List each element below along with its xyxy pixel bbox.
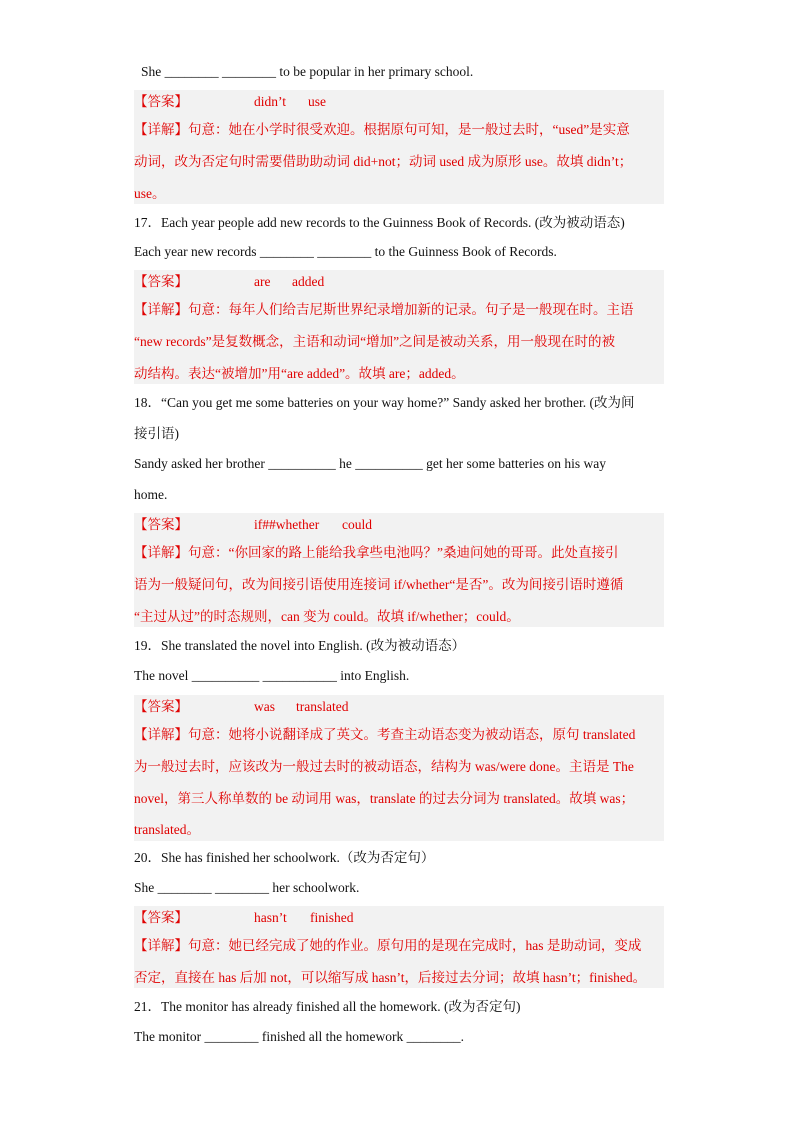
answer-label: 【答案】 (134, 517, 188, 532)
detail-line: translated。 (134, 822, 200, 837)
detail-line: 【详解】句意：她在小学时很受欢迎。根据原句可知，是一般过去时，“used”是实意 (134, 122, 630, 137)
answer-box (134, 906, 664, 988)
answer-sentence: She ________ ________ her schoolwork. (134, 880, 360, 895)
answer-box (134, 695, 664, 841)
detail-line: 【详解】句意：她将小说翻译成了英文。考查主动语态变为被动语态，原句 translated (134, 727, 636, 742)
question-line: 19．She translated the novel into English. (改为被动语态） (134, 638, 466, 653)
answer-value: finished (310, 910, 354, 925)
answer-box (134, 90, 664, 204)
question-line: 20．She has finished her schoolwork.（改为否定句） (134, 850, 435, 865)
detail-line: 语为一般疑问句，改为间接引语使用连接词 if/whether“是否”。改为间接引语时遵循 (134, 577, 624, 592)
detail-line: 【详解】句意：“你回家的路上能给我拿些电池吗？”桑迪问她的哥哥。此处直接引 (134, 545, 619, 560)
answer-sentence: Sandy asked her brother __________ he __________ get her some batteries on his way (134, 456, 607, 471)
question-line: 18．“Can you get me some batteries on your way home?” Sandy asked her brother. (改为间 (134, 395, 635, 410)
answer-value: use (308, 94, 326, 109)
answer-sentence: home. (134, 487, 168, 502)
question-line: 17．Each year people add new records to the Guinness Book of Records. (改为被动语态) (134, 215, 625, 230)
detail-line: novel，第三人称单数的 be 动词用 was，translate 的过去分词为 translated。故填 was； (134, 791, 635, 806)
answer-label: 【答案】 (134, 699, 188, 714)
answer-value: hasn’t (254, 910, 287, 925)
answer-sentence: She ________ ________ to be popular in her primary school. (141, 64, 474, 79)
answer-value: are (254, 274, 271, 289)
detail-line: “主过从过”的时态规则，can 变为 could。故填 if/whether；could。 (134, 609, 520, 624)
answer-label: 【答案】 (134, 274, 188, 289)
answer-label: 【答案】 (134, 910, 188, 925)
answer-box (134, 270, 664, 384)
detail-line: 【详解】句意：她已经完成了她的作业。原句用的是现在完成时，has 是助动词，变成 (134, 938, 642, 953)
detail-line: use。 (134, 186, 166, 201)
answer-value: was (254, 699, 275, 714)
answer-value: added (292, 274, 325, 289)
answer-value: translated (296, 699, 349, 714)
answer-row (134, 908, 664, 928)
detail-line: “new records”是复数概念，主语和动词“增加”之间是被动关系，用一般现在时的被 (134, 334, 616, 349)
detail-line: 【详解】句意：每年人们给吉尼斯世界纪录增加新的记录。句子是一般现在时。主语 (134, 302, 634, 317)
answer-label: 【答案】 (134, 94, 188, 109)
answer-sentence: The monitor ________ finished all the homework ________. (134, 1029, 464, 1044)
answer-sentence: Each year new records ________ ________ to the Guinness Book of Records. (134, 244, 557, 259)
answer-row (134, 697, 664, 717)
answer-row (134, 272, 664, 292)
answer-row (134, 92, 664, 112)
answer-sentence: The novel __________ ___________ into English. (134, 668, 410, 683)
detail-line: 为一般过去时，应该改为一般过去时的被动语态，结构为 was/were done。主语是 The (134, 759, 634, 774)
question-line: 接引语) (134, 426, 179, 441)
answer-row (134, 515, 664, 535)
question-line: 21．The monitor has already finished all the homework. (改为否定句) (134, 999, 521, 1014)
answer-value: if##whether (254, 517, 320, 532)
answer-box (134, 513, 664, 627)
detail-line: 动词，改为否定句时需要借助助动词 did+not；动词 used 成为原形 use。故填 didn’t； (134, 154, 633, 169)
answer-value: could (342, 517, 372, 532)
detail-line: 动结构。表达“被增加”用“are added”。故填 are；added。 (134, 366, 465, 381)
answer-value: didn’t (254, 94, 287, 109)
detail-line: 否定，直接在 has 后加 not，可以缩写成 hasn’t，后接过去分词；故填 hasn’t；finished。 (134, 970, 647, 985)
